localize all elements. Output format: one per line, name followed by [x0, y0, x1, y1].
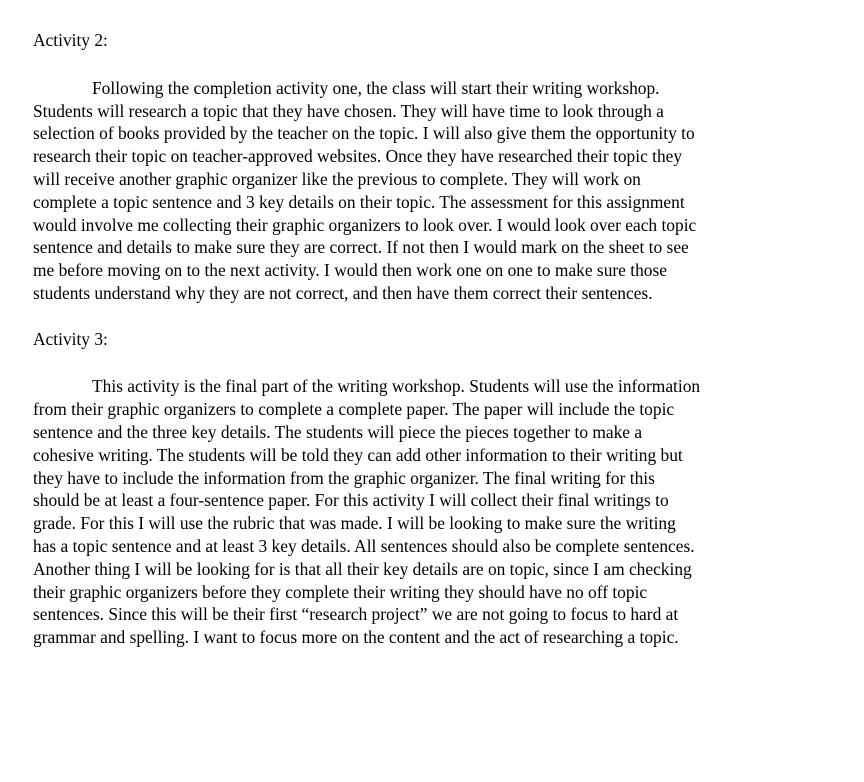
activity-2-paragraph: [33, 77, 833, 305]
paragraph-line: should be at least a four-sentence paper. For this activity I will collect their final writings to: [33, 490, 669, 511]
paragraph-line: will receive another graphic organizer like the previous to complete. They will work on: [33, 168, 641, 189]
paragraph-line: Another thing I will be looking for is that all their key details are on topic, since I am checking: [33, 558, 692, 579]
paragraph-line: would involve me collecting their graphic organizers to look over. I would look over each topic: [33, 214, 697, 235]
activity-3-heading: Activity 3:: [33, 328, 108, 349]
paragraph-line: Students will research a topic that they have chosen. They will have time to look through a: [33, 100, 664, 121]
paragraph-line: grammar and spelling. I want to focus more on the content and the act of researching a topic.: [33, 627, 679, 648]
spacer: [33, 305, 833, 328]
document-page: [33, 29, 833, 649]
paragraph-line: sentence and details to make sure they are correct. If not then I would mark on the sheet to see: [33, 237, 689, 258]
spacer: [33, 350, 833, 375]
activity-3-paragraph: [33, 375, 833, 649]
paragraph-line: research their topic on teacher-approved websites. Once they have researched their topic they: [33, 146, 683, 167]
paragraph-line: they have to include the information from the graphic organizer. The final writing for this: [33, 467, 655, 488]
paragraph-line: me before moving on to the next activity. I would then work one on one to make sure those: [33, 260, 667, 281]
spacer: [33, 52, 833, 77]
paragraph-line: students understand why they are not correct, and then have them correct their sentences.: [33, 282, 653, 303]
activity-2-heading: Activity 2:: [33, 30, 108, 50]
paragraph-line: This activity is the final part of the writing workshop. Students will use the information: [92, 376, 701, 397]
paragraph-line: grade. For this I will use the rubric that was made. I will be looking to make sure the writing: [33, 513, 676, 534]
paragraph-line: sentences. Since this will be their first “research project” we are not going to focus to hard at: [33, 604, 679, 625]
paragraph-line: cohesive writing. The students will be told they can add other information to their writing but: [33, 444, 683, 465]
paragraph-line: complete a topic sentence and 3 key details on their topic. The assessment for this assignment: [33, 191, 685, 212]
paragraph-line: sentence and the three key details. The students will piece the pieces together to make a: [33, 421, 643, 442]
activity-2-section: [33, 29, 833, 305]
paragraph-line: has a topic sentence and at least 3 key details. All sentences should also be complete sentences.: [33, 535, 695, 556]
paragraph-line: from their graphic organizers to complete a complete paper. The paper will include the topic: [33, 399, 675, 420]
paragraph-line: Following the completion activity one, the class will start their writing workshop.: [92, 77, 660, 98]
paragraph-line: their graphic organizers before they complete their writing they should have no off topic: [33, 581, 648, 602]
paragraph-line: selection of books provided by the teacher on the topic. I will also give them the opportunity to: [33, 123, 695, 144]
activity-3-section: [33, 328, 833, 649]
